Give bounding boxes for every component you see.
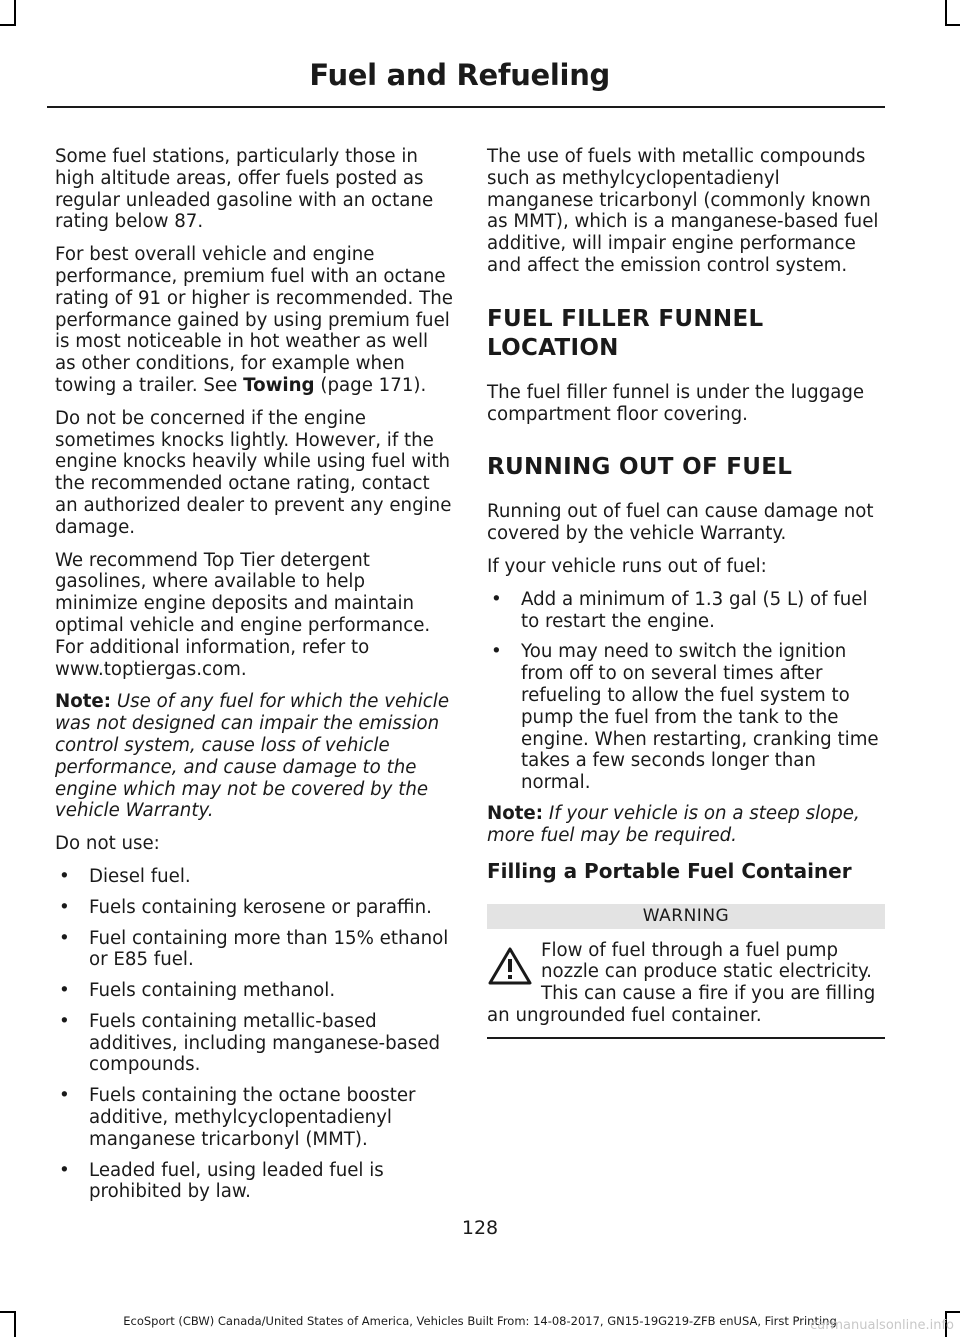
running-out-list [487,589,885,794]
paragraph-running-out: Running out of fuel can cause damage not covered by the vehicle Warranty. [487,501,874,545]
do-not-use-label: Do not use: [55,833,160,855]
note-steep-slope [487,803,885,847]
warning-text-line: nozzle can produce static electricity. [541,961,872,983]
crop-mark [0,24,16,26]
paragraph-if-runs-out: If your vehicle runs out of fuel: [487,555,767,577]
page-reference: (page 171). [314,374,427,396]
list-item: • You may need to switch the ignition from off to on several times after refueling to allow the fuel system to pump the fuel from the tank to the engine. When restarting, cranking time takes a few seconds longer than normal. [487,641,885,794]
do-not-use-list [55,866,453,1203]
list-item: • Fuels containing kerosene or paraffin. [55,897,453,919]
list-item: • Fuel containing more than 15% ethanol or E85 fuel. [55,928,453,972]
warning-body [487,940,885,1027]
list-item: • Diesel fuel. [55,866,453,888]
heading-fuel-filler-funnel: FUEL FILLER FUNNEL LOCATION [487,305,764,361]
paragraph-premium-fuel [55,244,453,397]
note-label: Note: [487,802,544,824]
page-number: 128 [461,1217,499,1239]
warning-box [487,904,885,1039]
note-text: Use of any fuel for which the vehicle was not designed can impair the emission control system, cause loss of vehicle performance, and cause damage to the engine which may not be covered by the vehicle Warranty. [55,691,450,822]
note-fuel-design [55,691,453,822]
premium-fuel-text: For best overall vehicle and engine performance, premium fuel with an octane rating of 91 or higher is recommended. The performance gained by using premium fuel is most noticeable in hot weather as well as other conditions, for example when towing a trailer. See [55,244,453,396]
warning-text-line: Flow of fuel through a fuel pump [541,939,839,961]
page-title: Fuel and Refueling [309,58,610,92]
right-column [487,146,885,1039]
paragraph-top-tier: We recommend Top Tier detergent gasolines, where available to help minimize engine deposits and maintain optimal vehicle and engine performance. For additional information, refer to www.toptiergas.com. [55,549,431,680]
warning-rule [487,1037,885,1039]
paragraph-metallic-compounds: The use of fuels with metallic compounds such as methylcyclopentadienyl manganese tricarbonyl (commonly known as MMT), which is a manganese-based fuel additive, will impair engine performance and affect the emission control system. [487,146,879,276]
left-column [55,146,453,1212]
note-text: If your vehicle is on a steep slope, more fuel may be required. [487,802,860,846]
crop-mark [14,0,16,26]
note-label: Note: [55,691,112,713]
footer-text: EcoSport (CBW) Canada/United States of America, Vehicles Built From: 14-08-2017, GN15-19G219-ZFB enUSA, First Printing [123,1314,837,1328]
paragraph-engine-knock: Do not be concerned if the engine sometimes knocks lightly. However, if the engine knocks heavily while using fuel with the recommended octane rating, contact an authorized dealer to prevent any engine damage. [55,407,452,538]
warning-triangle-icon [487,946,533,986]
crop-mark [945,24,960,26]
paragraph-funnel-location: The fuel filler funnel is under the luggage compartment floor covering. [487,381,865,425]
header-rule [47,106,885,108]
list-item: • Fuels containing metallic-based additives, including manganese-based compounds. [55,1011,453,1076]
warning-label: WARNING [487,904,885,929]
towing-link[interactable]: Towing [243,374,315,396]
warning-text-line: This can cause a fire if you are filling [541,983,876,1005]
warning-text-line: an ungrounded fuel container. [487,1004,762,1026]
crop-mark [945,1311,960,1313]
list-item: • Leaded fuel, using leaded fuel is prohibited by law. [55,1160,453,1204]
list-item: • Fuels containing the octane booster additive, methylcyclopentadienyl manganese tricarbonyl (MMT). [55,1085,453,1150]
heading-running-out-of-fuel: RUNNING OUT OF FUEL [487,454,793,481]
watermark: carmanualsonline.info [810,1318,954,1333]
heading-portable-container: Filling a Portable Fuel Container [487,858,852,883]
paragraph-high-altitude: Some fuel stations, particularly those in high altitude areas, offer fuels posted as regular unleaded gasoline with an octane rating below 87. [55,146,434,233]
list-item: • Fuels containing methanol. [55,980,453,1002]
list-item: • Add a minimum of 1.3 gal (5 L) of fuel to restart the engine. [487,589,885,633]
crop-mark [0,1311,16,1313]
crop-mark [945,0,947,26]
